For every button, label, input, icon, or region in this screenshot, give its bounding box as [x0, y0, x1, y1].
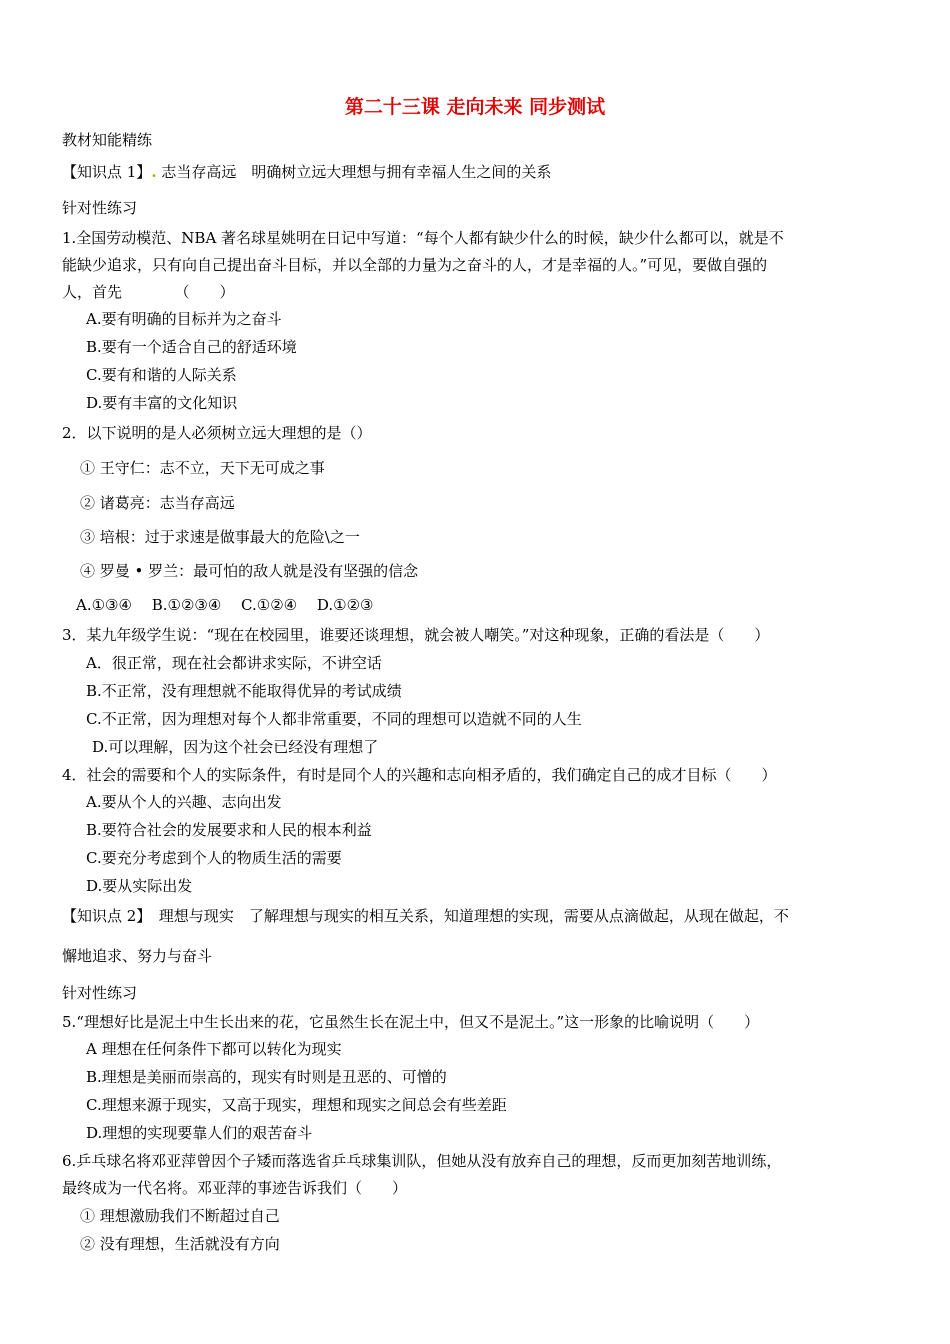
q2-options: A.①③④ B.①②③④ C.①②④ D.①②③	[76, 596, 374, 614]
q2-stem: 2．以下说明的是人必须树立远大理想的是（）	[62, 424, 372, 442]
q1-stem-line: 能缺少追求，只有向自己提出奋斗目标，并以全部的力量为之奋斗的人，才是幸福的人。”可见，要做自强的	[62, 256, 768, 274]
q3-option: A．很正常，现在社会都讲求实际，不讲空话	[86, 654, 382, 672]
q3-option: C.不正常，因为理想对每个人都非常重要，不同的理想可以造就不同的人生	[86, 710, 582, 728]
knowledge-point-1	[62, 162, 551, 182]
q1-option: B.要有一个适合自己的舒适环境	[86, 338, 297, 356]
q4-option: B.要符合社会的发展要求和人民的根本利益	[86, 821, 372, 839]
q4-stem: 4．社会的需要和个人的实际条件，有时是同个人的兴趣和志向相矛盾的，我们确定自己的成才目标（ ）	[62, 766, 777, 784]
section-heading: 教材知能精练	[62, 131, 153, 149]
q6-item: ② 没有理想，生活就没有方向	[80, 1235, 280, 1253]
q4-option: D.要从实际出发	[86, 877, 193, 895]
kp1-label: 【知识点 1】	[62, 163, 152, 181]
q4-option: C.要充分考虑到个人的物质生活的需要	[86, 849, 342, 867]
q6-item: ① 理想激励我们不断超过自己	[80, 1207, 280, 1225]
page-title: 第二十三课 走向未来 同步测试	[344, 96, 606, 118]
q4-option: A.要从个人的兴趣、志向出发	[86, 793, 282, 811]
q1-option: A.要有明确的目标并为之奋斗	[86, 310, 282, 328]
q3-stem: 3．某九年级学生说：“现在在校园里，谁要还谈理想，就会被人嘲笑。”对这种现象，正确的看法是（ ）	[62, 626, 770, 644]
q2-item: ④ 罗曼 • 罗兰：最可怕的敌人就是没有坚强的信念	[80, 562, 419, 580]
q1-option: C.要有和谐的人际关系	[86, 366, 237, 384]
q6-stem-line: 6.乒乓球名将邓亚萍曾因个子矮而落选省乒乓球集训队，但她从没有放弃自己的理想，反而更加刻苦地训练，	[62, 1152, 782, 1170]
q5-option: D.理想的实现要靠人们的艰苦奋斗	[86, 1124, 313, 1142]
q6-stem-line: 最终成为一代名将。邓亚萍的事迹告诉我们（ ）	[62, 1179, 408, 1197]
q5-option: B.理想是美丽而崇高的，现实有时则是丑恶的、可憎的	[86, 1068, 447, 1086]
knowledge-point-2-line: 懈地追求、努力与奋斗	[62, 947, 213, 965]
kp1-dot: .	[151, 163, 157, 181]
q5-option: C.理想来源于现实，又高于现实，理想和现实之间总会有些差距	[86, 1096, 507, 1114]
q3-option: D.可以理解，因为这个社会已经没有理想了	[92, 738, 379, 756]
q2-item: ③ 培根：过于求速是做事最大的危险\之一	[80, 528, 360, 546]
q5-option: A 理想在任何条件下都可以转化为现实	[86, 1040, 342, 1058]
practice-label: 针对性练习	[62, 984, 138, 1002]
practice-label: 针对性练习	[62, 199, 138, 217]
q3-option: B.不正常，没有理想就不能取得优异的考试成绩	[86, 682, 402, 700]
q1-option: D.要有丰富的文化知识	[86, 394, 238, 412]
q2-item: ② 诸葛亮：志当存高远	[80, 494, 235, 512]
q2-item: ① 王守仁：志不立，天下无可成之事	[80, 459, 325, 477]
q5-stem: 5.“理想好比是泥土中生长出来的花，它虽然生长在泥土中，但又不是泥土。”这一形象的比喻说明（ ）	[62, 1013, 760, 1031]
q1-stem-line: 人，首先 （ ）	[62, 283, 235, 301]
kp1-text: 志当存高远 明确树立远大理想与拥有幸福人生之间的关系	[156, 163, 552, 181]
knowledge-point-2-line: 【知识点 2】 理想与现实 了解理想与现实的相互关系，知道理想的实现，需要从点滴做起，从现在做起，不	[62, 907, 789, 925]
q1-stem-line: 1.全国劳动模范、NBA 著名球星姚明在日记中写道：“每个人都有缺少什么的时候，缺少什么都可以，就是不	[62, 229, 784, 247]
